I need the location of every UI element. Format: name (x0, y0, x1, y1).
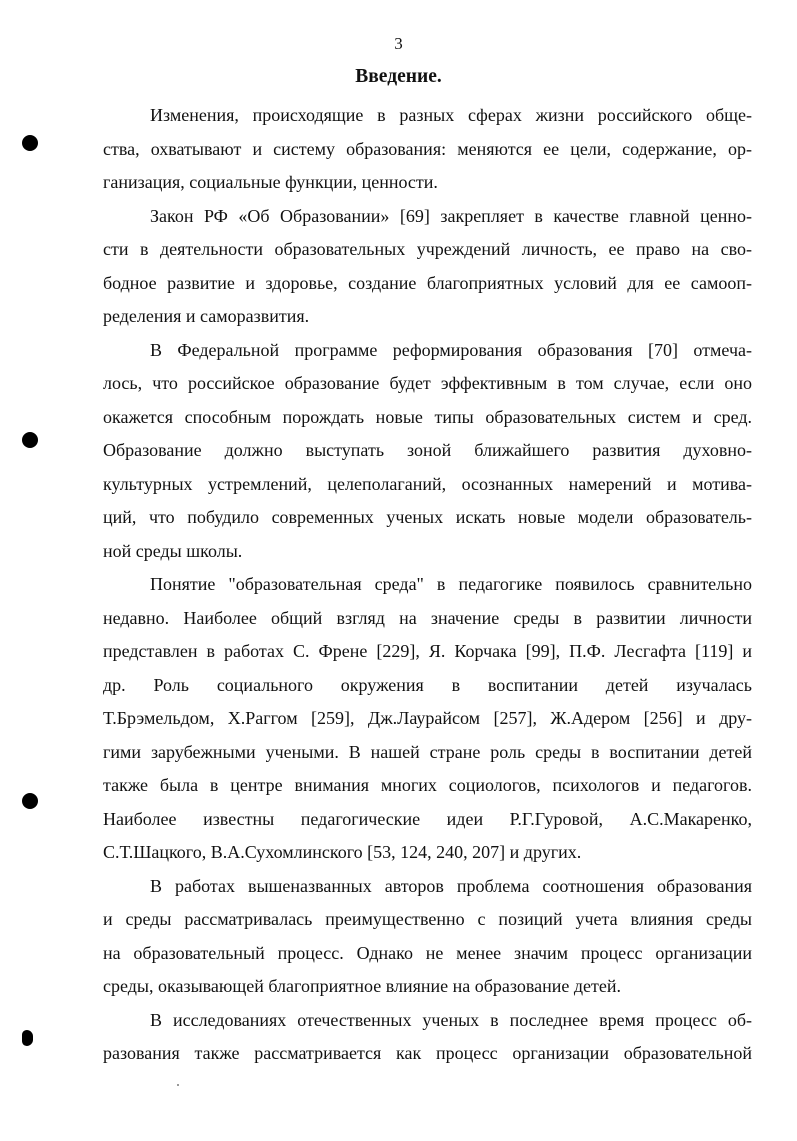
text-line: В исследованиях отечественных ученых в последнее время процесс об- (150, 1009, 752, 1030)
paragraph (103, 870, 752, 1004)
text-line: бодное развитие и здоровье, создание благоприятных условий для ее самооп- (103, 272, 752, 293)
paragraph (103, 334, 752, 569)
text-line: лось, что российское образование будет эффективным в том случае, если оно (103, 373, 752, 393)
text-line: др. Роль социального окружения в воспитании детей изучалась (103, 674, 752, 695)
paragraph (103, 200, 752, 334)
text-line: Понятие "образовательная среда" в педагогике появилось сравнительно (150, 574, 752, 594)
text-line: ства, охватывают и систему образования: меняются ее цели, содержание, ор- (103, 138, 752, 159)
punch-hole (22, 1030, 33, 1046)
text-line: окажется способным порождать новые типы образовательных систем и сред. (103, 406, 752, 427)
text-line: сти в деятельности образовательных учреждений личность, ее право на сво- (103, 239, 752, 259)
text-line: разования также рассматривается как процесс организации образовательной (103, 1043, 752, 1063)
punch-hole (22, 432, 38, 448)
text-line: Образование должно выступать зоной ближайшего развития духовно- (103, 440, 752, 460)
text-line: ной среды школы. (103, 540, 243, 561)
paragraph (103, 568, 752, 870)
punch-hole (22, 793, 38, 809)
paragraph (103, 99, 752, 200)
scan-mark (177, 1084, 179, 1086)
text-line: В работах вышеназванных авторов проблема соотношения образования (150, 875, 752, 896)
document-body (103, 99, 752, 1071)
text-line: представлен в работах С. Френе [229], Я. Корчака [99], П.Ф. Лесгафта [119] и (103, 641, 752, 661)
page-number: 3 (394, 34, 403, 53)
text-line: культурных устремлений, целеполаганий, осознанных намерений и мотива- (103, 473, 752, 494)
text-line: С.Т.Шацкого, В.А.Сухомлинского [53, 124, 240, 207] и других. (103, 842, 582, 862)
text-line: В Федеральной программе реформирования образования [70] отмеча- (150, 339, 752, 360)
text-line: гими зарубежными учеными. В нашей стране роль среды в воспитании детей (103, 741, 752, 762)
text-line: и среды рассматривалась преимущественно с позиций учета влияния среды (103, 909, 752, 929)
section-heading: Введение. (355, 66, 442, 87)
text-line: среды, оказывающей благоприятное влияние на образование детей. (103, 976, 622, 996)
text-line: ганизация, социальные функции, ценности. (103, 172, 438, 192)
text-line: Изменения, происходящие в разных сферах жизни российского обще- (150, 105, 752, 125)
text-line: Т.Брэмельдом, Х.Раггом [259], Дж.Лаурайсом [257], Ж.Адером [256] и дру- (103, 708, 752, 728)
text-line: также была в центре внимания многих социологов, психологов и педагогов. (103, 775, 752, 795)
punch-hole (22, 135, 38, 151)
paragraph (103, 1004, 752, 1071)
text-line: Закон РФ «Об Образовании» [69] закрепляет в качестве главной ценно- (150, 205, 752, 226)
text-line: Наиболее известны педагогические идеи Р.Г.Гуровой, А.С.Макаренко, (103, 808, 752, 829)
text-line: недавно. Наиболее общий взгляд на значение среды в развитии личности (103, 607, 752, 628)
text-line: ределения и саморазвития. (103, 306, 310, 326)
text-line: на образовательный процесс. Однако не менее значим процесс организации (103, 942, 752, 963)
text-line: ций, что побудило современных ученых искать новые модели образователь- (103, 507, 752, 527)
